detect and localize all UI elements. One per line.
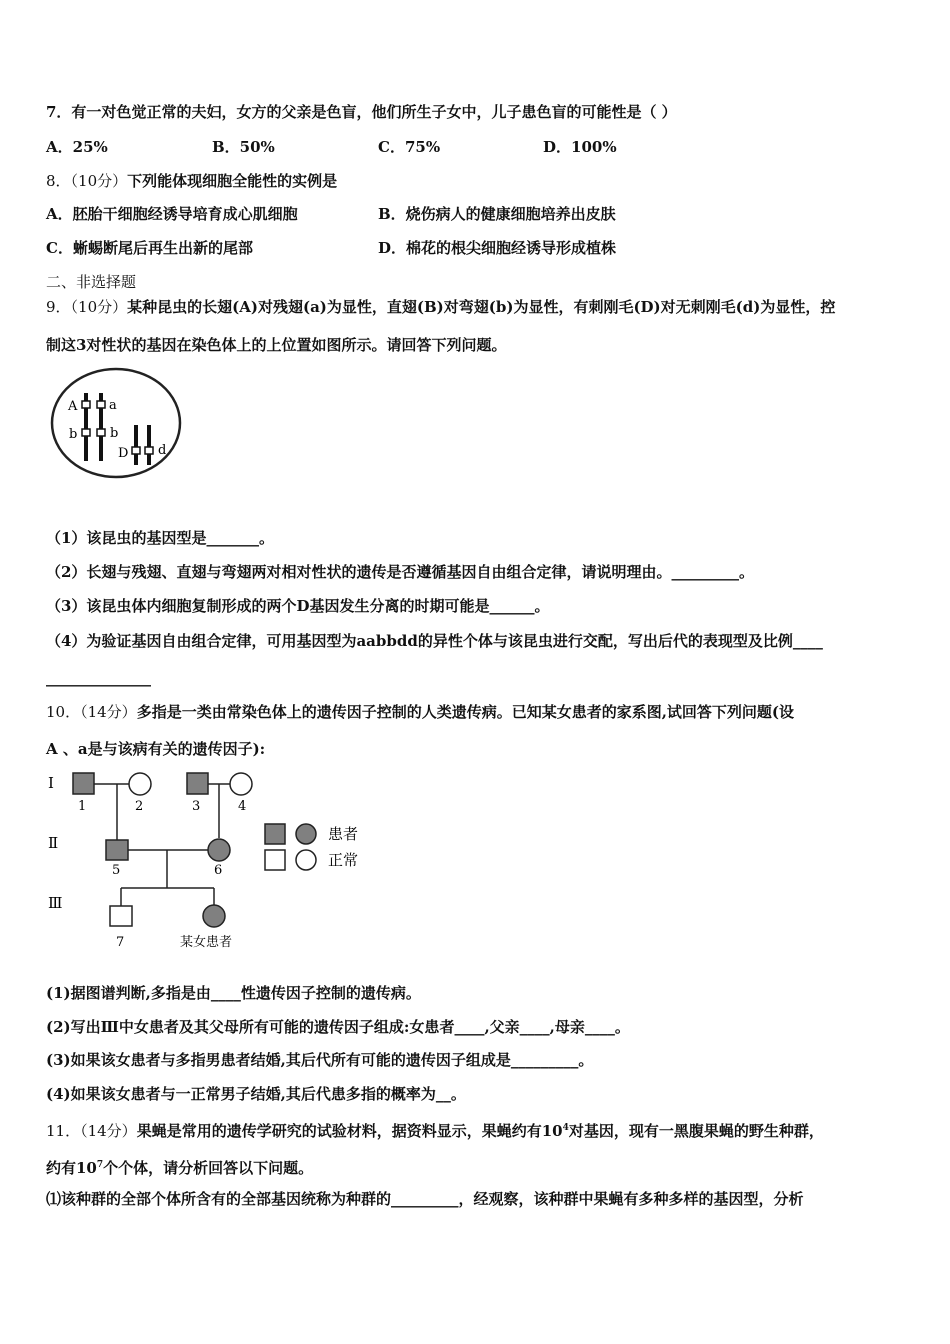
q9-stem-line2: 制这3对性状的基因在染色体上的上位置如图所示。请回答下列问题。 [46,336,507,354]
generation-label-III: Ⅲ [48,894,63,912]
q11-text-a: 果蝇是常用的遗传学研究的试验材料，据资料显示，果蝇约有10 [136,1122,563,1140]
q9-sub3: （3）该昆虫体内细胞复制形成的两个D基因发生分离的时期可能是______。 [46,597,550,615]
q11-score: （14分） [80,1122,137,1140]
legend-affected-female [296,824,316,844]
q11-stem-line2 [46,1155,313,1178]
q8-number: 8． [46,172,71,190]
q10-sub3: (3)如果该女患者与多指男患者结婚,其后代所有可能的遗传因子组成是_________。 [46,1051,594,1069]
individual-6-affected-female [208,839,230,861]
q10-stem-line2: A 、a是与该病有关的遗传因子): [46,740,266,758]
q11-text-b: 对基因，现有一黑腹果蝇的野生种群， [568,1122,824,1140]
legend-label-normal: 正常 [328,851,359,869]
q10-sub1: (1)据图谱判断,多指是由____性遗传因子控制的遗传病。 [46,984,421,1002]
pedigree-chart [46,766,366,956]
q8-score: （10分） [70,172,128,190]
q11-line2-a: 约有10 [46,1159,97,1177]
gene-label-D: D [118,446,129,461]
individual-label-1: 1 [78,799,87,814]
q11-sub1: ⑴该种群的全部个体所含有的全部基因统称为种群的_________，经观察，该种群中果蝇有多种多样的基因型，分析 [46,1190,804,1208]
individual-label-4: 4 [238,799,247,814]
q7-option-c: C．75% [378,138,441,156]
proband-affected-female [203,905,225,927]
gene-label-b-left: b [69,427,78,442]
q11-line2-b: 个个体，请分析回答以下问题。 [103,1159,314,1177]
generation-label-I: Ⅰ [48,774,54,792]
individual-3-affected-male [187,773,208,794]
q11-number: 11． [46,1122,81,1140]
individual-5-affected-male [106,840,128,860]
proband-label: 某女患者 [180,935,233,950]
individual-4-normal-female [230,773,252,795]
q9-score: （10分） [70,298,128,316]
q10-sub2: (2)写出Ⅲ中女患者及其父母所有可能的遗传因子组成:女患者____,父亲____,母亲____。 [46,1018,630,1036]
legend-label-affected: 患者 [328,825,359,843]
q9-stem-line1 [46,297,835,317]
q7-option-a: A．25% [46,138,108,156]
q8-text: 下列能体现细胞全能性的实例是 [127,172,338,190]
q11-stem-line1 [46,1118,824,1141]
q8-stem [46,171,337,191]
gene-label-A: A [68,399,78,414]
individual-label-5: 5 [112,863,121,878]
q10-stem-line1 [46,702,794,722]
individual-1-affected-male [73,773,94,794]
chromosome-diagram [48,365,184,485]
individual-label-6: 6 [214,863,223,878]
individual-7-normal-male [110,906,132,926]
q11-exponent-2: 7 [96,1160,104,1170]
q11-exponent-1: 4 [562,1123,569,1133]
q9-text: 某种昆虫的长翅(A)对残翅(a)为显性，直翅(B)对弯翅(b)为显性，有刺刚毛(D)对无刺刚毛(d)为显性，控 [127,298,836,316]
individual-2-normal-female [129,773,151,795]
q7-stem: 7．有一对色觉正常的夫妇，女方的父亲是色盲，他们所生子女中，儿子患色盲的可能性是（ ） [46,103,677,121]
q8-option-b: B．烧伤病人的健康细胞培养出皮肤 [378,205,616,223]
gene-label-a: a [109,398,117,413]
q7-option-b: B．50% [212,138,275,156]
q8-option-c: C．蜥蜴断尾后再生出新的尾部 [46,239,253,257]
q9-sub4-continuation: ______________ [46,669,151,687]
individual-label-3: 3 [192,799,201,814]
section-heading: 二、非选择题 [46,273,137,291]
gene-label-b-right: b [110,426,119,441]
q9-sub1: （1）该昆虫的基因型是_______。 [46,529,274,547]
legend-normal-female [296,850,316,870]
q8-option-a: A．胚胎干细胞经诱导培育成心肌细胞 [46,205,298,223]
legend-normal-male [265,850,285,870]
gene-label-d: d [158,443,167,458]
q10-number: 10． [46,703,81,721]
q9-number: 9． [46,298,71,316]
q10-sub4: (4)如果该女患者与一正常男子结婚,其后代患多指的概率为__。 [46,1085,466,1103]
individual-label-2: 2 [135,799,144,814]
q10-text: 多指是一类由常染色体上的遗传因子控制的人类遗传病。已知某女患者的家系图,试回答下列问题(设 [136,703,795,721]
generation-label-II: Ⅱ [48,834,59,852]
individual-label-7: 7 [116,935,125,950]
q9-sub2: （2）长翅与残翅、直翅与弯翅两对相对性状的遗传是否遵循基因自由组合定律，请说明理由。_________。 [46,563,754,581]
legend-affected-male [265,824,285,844]
q7-option-d: D．100% [543,138,617,156]
q8-option-d: D．棉花的根尖细胞经诱导形成植株 [378,239,617,257]
q9-sub4: （4）为验证基因自由组合定律，可用基因型为aabbdd的异性个体与该昆虫进行交配，写出后代的表现型及比例____ [46,632,823,650]
q10-score: （14分） [80,703,137,721]
